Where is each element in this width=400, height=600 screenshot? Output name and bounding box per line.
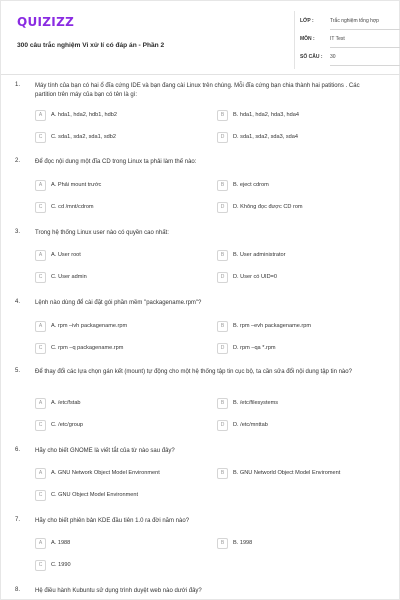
question-number: 3. [15, 229, 21, 235]
option-letter-box: D [217, 343, 228, 354]
option-text: B. hda1, hda2, hda3, hda4 [233, 112, 299, 118]
option-letter-box: A [35, 180, 46, 191]
option-letter-box: A [35, 110, 46, 121]
option-text: D. rpm –qa *.rpm [233, 345, 276, 351]
option-text: D. User có UID=0 [233, 274, 277, 280]
option-text: B. 1998 [233, 540, 253, 546]
option-letter-box: B [217, 468, 228, 479]
question-text: Hãy cho biết phiên bản KDE đầu tiên 1.0 ra đời năm nào? [35, 518, 190, 524]
option-letter-box: C [35, 560, 46, 571]
meta-value: 30 [330, 53, 336, 60]
answer-option-b[interactable] [217, 108, 299, 122]
answer-option-a[interactable] [35, 108, 117, 122]
option-text: D. Không đọc được CD rom [233, 204, 303, 210]
answer-option-d[interactable] [217, 270, 277, 284]
question-text: Để đọc nội dung một đĩa CD trong Linux ta phải làm thế nào: [35, 159, 197, 165]
option-letter-box: A [35, 398, 46, 409]
option-text: C. GNU Object Model Environment [51, 492, 139, 498]
option-letter-box: B [217, 538, 228, 549]
option-text: C. rpm –q packagename.rpm [51, 345, 124, 351]
option-letter-box: C [35, 272, 46, 283]
option-text: D. /etc/mnttab [233, 422, 268, 428]
answer-option-c[interactable] [35, 418, 83, 432]
option-text: A. GNU Network Object Model Environment [51, 470, 160, 476]
option-letter-box: B [217, 398, 228, 409]
option-letter-box: C [35, 490, 46, 501]
question-8 [15, 587, 387, 599]
answer-option-c[interactable] [35, 341, 123, 355]
option-letter-box: D [217, 272, 228, 283]
answer-option-b[interactable] [217, 466, 340, 480]
answer-option-c[interactable] [35, 488, 138, 502]
answer-option-b[interactable] [217, 396, 278, 410]
answer-option-b[interactable] [217, 536, 252, 550]
option-text: C. sda1, sda2, sda1, sdb2 [51, 134, 116, 140]
question-number: 8. [15, 587, 21, 593]
question-text: Trong hệ thống Linux user nào có quyền cao nhất: [35, 230, 169, 236]
option-letter-box: B [217, 321, 228, 332]
answer-option-d[interactable] [217, 130, 298, 144]
question-7 [15, 517, 387, 577]
option-text: A. 1988 [51, 540, 71, 546]
option-text: C. 1990 [51, 562, 71, 568]
question-2 [15, 158, 387, 218]
answer-option-d[interactable] [217, 341, 276, 355]
answer-option-d[interactable] [217, 200, 303, 214]
option-letter-box: D [217, 132, 228, 143]
question-text: Để thay đổi các lựa chọn gán kết (mount) tự động cho một hệ thống tập tin cục bộ, ta cần sửa đổi nội dung tập tin nào? [35, 369, 352, 375]
answer-option-a[interactable] [35, 396, 81, 410]
meta-key: MÔN : [300, 35, 315, 42]
option-letter-box: A [35, 250, 46, 261]
answer-option-a[interactable] [35, 466, 160, 480]
option-text: D. sda1, sda2, sda3, sda4 [233, 134, 298, 140]
header-divider [1, 74, 400, 75]
option-text: A. hda1, hda2, hdb1, hdb2 [51, 112, 117, 118]
meta-key: LỚP : [300, 17, 314, 24]
option-text: B. /etc/filesystems [233, 400, 279, 406]
option-text: B. eject cdrom [233, 182, 269, 188]
meta-table [294, 11, 400, 69]
meta-underline [330, 47, 400, 48]
meta-value: IT Test [330, 35, 345, 42]
option-letter-box: C [35, 202, 46, 213]
question-text: Hãy cho biết GNOME là viết tắt của từ nào sau đây? [35, 448, 175, 454]
meta-underline [330, 29, 400, 30]
option-text: A. /etc/fstab [51, 400, 81, 406]
option-letter-box: A [35, 321, 46, 332]
option-text: B. GNU Networld Object Model Enviroment [233, 470, 341, 476]
question-6 [15, 447, 387, 507]
question-number: 6. [15, 447, 21, 453]
answer-option-c[interactable] [35, 270, 87, 284]
option-letter-box: B [217, 110, 228, 121]
option-letter-box: A [35, 538, 46, 549]
question-3 [15, 229, 387, 289]
answer-option-a[interactable] [35, 248, 81, 262]
option-letter-box: A [35, 468, 46, 479]
question-text: Lệnh nào dùng để cài đặt gói phần mềm "packagename.rpm"? [35, 300, 202, 306]
brand-logo: QUIZIZZ [17, 15, 75, 29]
answer-option-a[interactable] [35, 536, 70, 550]
worksheet-header [11, 11, 391, 63]
meta-underline [330, 65, 400, 66]
answer-option-a[interactable] [35, 319, 127, 333]
question-1 [15, 82, 387, 147]
option-text: C. /etc/group [51, 422, 84, 428]
question-number: 4. [15, 299, 21, 305]
question-number: 1. [15, 82, 21, 88]
meta-row-count [294, 49, 400, 64]
option-text: C. User admin [51, 274, 87, 280]
option-letter-box: B [217, 180, 228, 191]
question-text: Hệ điều hành Kubuntu sử dụng trình duyệt web nào dưới đây? [35, 588, 202, 594]
answer-option-b[interactable] [217, 248, 286, 262]
option-letter-box: C [35, 420, 46, 431]
option-letter-box: C [35, 132, 46, 143]
page-title: 300 câu trắc nghiệm Vi xử lí có đáp án - Phần 2 [17, 42, 165, 49]
answer-option-a[interactable] [35, 178, 101, 192]
answer-option-c[interactable] [35, 558, 71, 572]
option-letter-box: C [35, 343, 46, 354]
question-number: 2. [15, 158, 21, 164]
meta-key: SỐ CÂU : [300, 53, 323, 60]
option-letter-box: B [217, 250, 228, 261]
option-letter-box: D [217, 202, 228, 213]
option-text: B. rpm –evh packagename.rpm [233, 323, 312, 329]
meta-value: Trắc nghiệm tổng hợp [330, 17, 379, 24]
option-letter-box: D [217, 420, 228, 431]
question-number: 5. [15, 368, 21, 374]
question-text: Máy tính của bạn có hai ổ đĩa cứng IDE và bạn đang cài Linux trên chúng. Mỗi đĩa cứng bạn chia thành hai patitions . Các partition trên máy của bạn có tên là gì: [35, 83, 360, 98]
answer-option-c[interactable] [35, 130, 116, 144]
question-number: 7. [15, 517, 21, 523]
answer-option-b[interactable] [217, 178, 269, 192]
option-text: A. Phải mount trước [51, 182, 102, 188]
option-text: C. cd /mnt/cdrom [51, 204, 94, 210]
answer-option-d[interactable] [217, 418, 268, 432]
meta-row-class [294, 13, 400, 28]
option-text: A. rpm –ivh packagename.rpm [51, 323, 128, 329]
option-text: B. User administrator [233, 252, 286, 258]
option-text: A. User root [51, 252, 81, 258]
question-5 [15, 368, 387, 438]
question-4 [15, 299, 387, 359]
answer-option-b[interactable] [217, 319, 311, 333]
meta-row-subject [294, 31, 400, 46]
answer-option-c[interactable] [35, 200, 94, 214]
